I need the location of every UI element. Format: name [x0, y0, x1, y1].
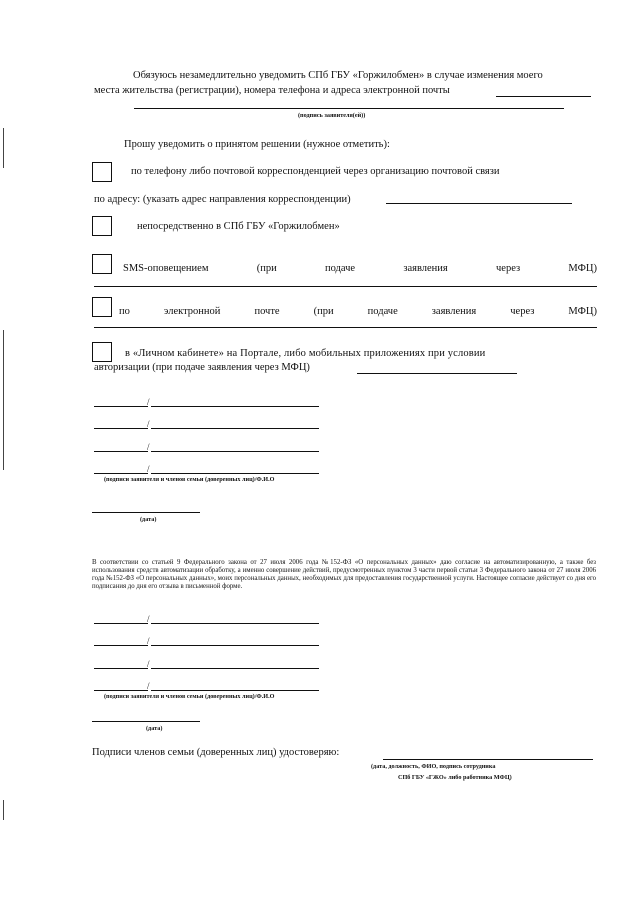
- scan-edge-mark: [3, 128, 4, 168]
- signature-4-short[interactable]: [94, 473, 148, 474]
- slash: /: [147, 397, 150, 407]
- contact-change-blank[interactable]: [496, 96, 591, 97]
- checkbox-direct[interactable]: [92, 216, 112, 236]
- date-2-field[interactable]: [92, 721, 200, 722]
- date-2-caption: (дата): [146, 725, 163, 732]
- sms-field[interactable]: [94, 286, 597, 287]
- signature-7-short[interactable]: [94, 668, 148, 669]
- signature-7-name[interactable]: [151, 668, 319, 669]
- signature-2-name[interactable]: [151, 428, 319, 429]
- date-1-caption: (дата): [140, 516, 157, 523]
- signatures-1-caption: (подписи заявителя и членов семьи (доверенных лиц)/Ф.И.О: [104, 476, 275, 483]
- slash: /: [147, 681, 150, 691]
- checkbox-phone-mail[interactable]: [92, 162, 112, 182]
- checkbox-personal-cabinet[interactable]: [92, 342, 112, 362]
- signature-3-short[interactable]: [94, 451, 148, 452]
- option-email-word: подаче: [367, 306, 398, 317]
- address-field[interactable]: [386, 203, 572, 204]
- cabinet-field[interactable]: [357, 373, 517, 374]
- signature-1-short[interactable]: [94, 406, 148, 407]
- signature-5-name[interactable]: [151, 623, 319, 624]
- option-direct-label: непосредственно в СПб ГБУ «Горжилобмен»: [137, 221, 340, 232]
- signature-8-name[interactable]: [151, 690, 319, 691]
- option-sms-word: через: [496, 263, 521, 274]
- option-sms-word: МФЦ): [568, 263, 597, 274]
- applicant-signature-line[interactable]: [134, 108, 564, 109]
- option-email-word: (при: [313, 306, 334, 317]
- scan-edge-mark: [3, 330, 4, 470]
- scan-edge-mark: [3, 800, 4, 820]
- signature-6-name[interactable]: [151, 645, 319, 646]
- option-sms-word: SMS-оповещением: [123, 263, 209, 274]
- signature-4-name[interactable]: [151, 473, 319, 474]
- decision-prompt: Прошу уведомить о принятом решении (нужное отметить):: [124, 139, 390, 150]
- option-email-word: почте: [254, 306, 280, 317]
- option-email-word: МФЦ): [568, 306, 597, 317]
- option-sms-word: заявления: [403, 263, 448, 274]
- slash: /: [147, 419, 150, 429]
- slash: /: [147, 614, 150, 624]
- signature-8-short[interactable]: [94, 690, 148, 691]
- consent-text: В соответствии со статьей 9 Федерального закона от 27 июля 2006 года №152-ФЗ «О персональных данных» даю согласие на автоматизированную, а также без использования средств автоматизации обработку, а именно совершение действий, предусмотренных пунктом 3 части первой статьи 3 Федерального закона от 27 июля 2006 года №152-ФЗ «О персональных данных», моих персональных данных, необходимых для предоставления государственной услуги. Настоящее согласие действует со дня его подписания до дня его отзыва в письменной форме.: [92, 559, 596, 590]
- option-email-word: через: [510, 306, 535, 317]
- option-cabinet-line-1: в «Личном кабинете» на Портале, либо мобильных приложениях при условии: [125, 348, 486, 359]
- checkbox-email[interactable]: [92, 297, 112, 317]
- certify-field[interactable]: [383, 759, 593, 760]
- slash: /: [147, 659, 150, 669]
- slash: /: [147, 636, 150, 646]
- signature-2-short[interactable]: [94, 428, 148, 429]
- option-email-word: электронной: [163, 306, 221, 317]
- certify-label: Подписи членов семьи (доверенных лиц) удостоверяю:: [92, 747, 340, 758]
- email-field[interactable]: [94, 327, 597, 328]
- notify-line-2: места жительства (регистрации), номера телефона и адреса электронной почты: [94, 85, 450, 96]
- option-sms-word: подаче: [324, 263, 356, 274]
- signature-6-short[interactable]: [94, 645, 148, 646]
- signatures-2-caption: (подписи заявителя и членов семьи (доверенных лиц)/Ф.И.О: [104, 693, 275, 700]
- notify-line-1: Обязуюсь незамедлительно уведомить СПб ГБУ «Горжилобмен» в случае изменения моего: [133, 70, 543, 81]
- signature-1-name[interactable]: [151, 406, 319, 407]
- slash: /: [147, 442, 150, 452]
- applicant-signature-caption: (подпись заявителя(ей)): [298, 112, 366, 119]
- address-label: по адресу: (указать адрес направления корреспонденции): [94, 194, 351, 205]
- slash: /: [147, 464, 150, 474]
- option-cabinet-line-2: авторизации (при подаче заявления через МФЦ): [94, 362, 310, 373]
- date-1-field[interactable]: [92, 512, 200, 513]
- signature-5-short[interactable]: [94, 623, 148, 624]
- option-email-word: по: [119, 306, 130, 317]
- option-sms-label: [123, 262, 597, 275]
- certify-caption-1: (дата, должность, ФИО, подпись сотрудника: [371, 763, 496, 770]
- signature-3-name[interactable]: [151, 451, 319, 452]
- option-email-label: [119, 305, 597, 318]
- option-sms-word: (при: [256, 263, 277, 274]
- checkbox-sms[interactable]: [92, 254, 112, 274]
- option-email-word: заявления: [431, 306, 477, 317]
- certify-caption-2: СПб ГБУ «ГЖО» либо работника МФЦ): [398, 774, 512, 781]
- option-phone-mail-label: по телефону либо почтовой корреспонденцией через организацию почтовой связи: [131, 166, 500, 177]
